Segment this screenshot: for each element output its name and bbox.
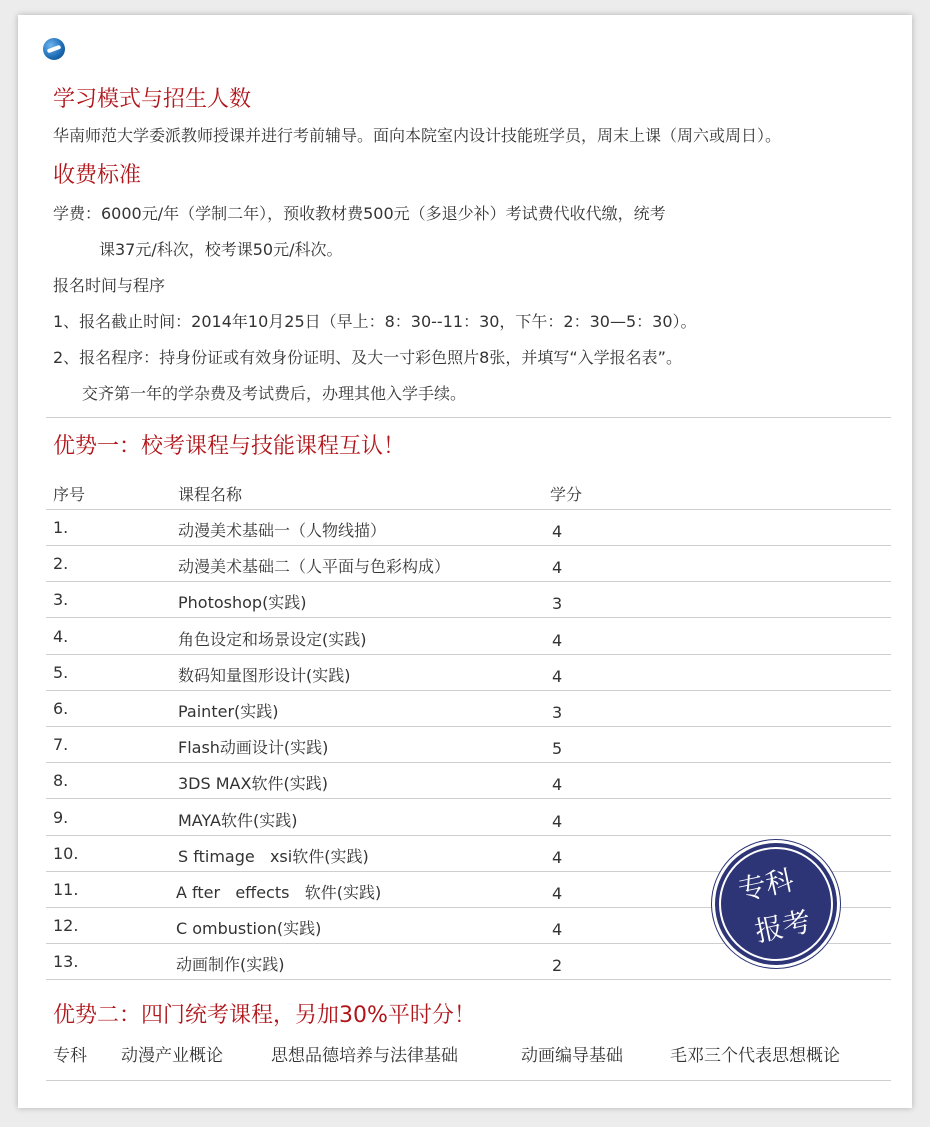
- table-row-course-name: 3DS MAX软件(实践): [178, 774, 328, 793]
- table-row-credit: 2: [552, 956, 563, 975]
- exam-course-4: 动画编导基础: [521, 1046, 623, 1066]
- table-row-divider: [46, 979, 891, 980]
- table-row-credit: 4: [552, 884, 563, 903]
- table-row-divider: [46, 581, 891, 582]
- table-row-divider: [46, 617, 891, 618]
- table-header-credit: 学分: [550, 485, 583, 504]
- table-row-course-name: A fter effects 软件(实践): [176, 883, 382, 902]
- table-row-divider: [46, 726, 891, 727]
- table-row-credit: 5: [552, 739, 563, 758]
- registration-heading: 报名时间与程序: [53, 276, 166, 295]
- exam-course-3: 思想品德培养与法律基础: [271, 1046, 458, 1066]
- table-row-number: 7.: [53, 735, 69, 754]
- exam-course-1: 专科: [53, 1046, 87, 1066]
- table-row-number: 6.: [53, 699, 69, 718]
- table-row-credit: 3: [552, 594, 563, 613]
- registration-item-2-continued: 交齐第一年的学杂费及考试费后，办理其他入学手续。: [82, 384, 467, 403]
- table-row-course-name: Painter(实践): [178, 702, 279, 721]
- table-row-divider: [46, 545, 891, 546]
- table-row-credit: 4: [552, 558, 563, 577]
- table-row-number: 8.: [53, 771, 69, 790]
- table-row-credit: 4: [552, 920, 563, 939]
- table-row-course-name: MAYA软件(实践): [178, 811, 298, 830]
- section-title-advantage-2: 优势二：四门统考课程，另加30%平时分！: [53, 1003, 476, 1028]
- table-row-course-name: Flash动画设计(实践): [178, 738, 329, 757]
- table-row-divider: [46, 762, 891, 763]
- table-row-number: 11.: [53, 880, 79, 899]
- section-title-fees: 收费标准: [53, 163, 142, 188]
- registration-item-2: 2、报名程序：持身份证或有效身份证明、及大一寸彩色照片8张，并填写“入学报名表”。: [53, 348, 682, 367]
- divider: [46, 1080, 891, 1081]
- table-row-divider: [46, 798, 891, 799]
- table-row-number: 12.: [53, 916, 79, 935]
- study-mode-description: 华南师范大学委派教师授课并进行考前辅导。面向本院室内设计技能班学员，周末上课（周六或周日）。: [53, 126, 782, 145]
- table-row-credit: 4: [552, 775, 563, 794]
- table-row-number: 13.: [53, 952, 79, 971]
- seal-text-line-1: 专科: [735, 863, 797, 908]
- table-row-course-name: 数码知量图形设计(实践): [178, 666, 351, 685]
- table-row-credit: 4: [552, 812, 563, 831]
- globe-logo-icon: [43, 38, 65, 60]
- table-row-number: 5.: [53, 663, 69, 682]
- table-row-divider: [46, 654, 891, 655]
- table-row-course-name: C ombustion(实践): [176, 919, 322, 938]
- table-row-number: 2.: [53, 554, 69, 573]
- table-row-credit: 4: [552, 522, 563, 541]
- table-row-number: 3.: [53, 590, 69, 609]
- table-header-course: 课程名称: [178, 485, 243, 504]
- table-row-course-name: 动画制作(实践): [176, 955, 285, 974]
- section-title-advantage-1: 优势一：校考课程与技能课程互认！: [53, 434, 406, 459]
- section-title-study-mode: 学习模式与招生人数: [53, 87, 252, 112]
- table-row-credit: 3: [552, 703, 563, 722]
- exam-course-5: 毛邓三个代表思想概论: [670, 1046, 840, 1066]
- table-header-no: 序号: [53, 485, 86, 504]
- table-row-divider: [46, 690, 891, 691]
- divider: [46, 417, 891, 418]
- table-row-course-name: 动漫美术基础一（人物线描）: [178, 521, 387, 540]
- table-row-credit: 4: [552, 667, 563, 686]
- fee-line-1: 学费：6000元/年（学制二年），预收教材费500元（多退少补）考试费代收代缴，统考: [53, 204, 666, 223]
- table-row-course-name: S ftimage xsi软件(实践): [178, 847, 369, 866]
- table-row-number: 10.: [53, 844, 79, 863]
- table-row-number: 9.: [53, 808, 69, 827]
- table-row-course-name: 动漫美术基础二（人平面与色彩构成）: [178, 557, 451, 576]
- table-row-number: 1.: [53, 518, 69, 537]
- seal-text-line-2: 报考: [752, 904, 814, 949]
- registration-item-1: 1、报名截止时间：2014年10月25日（早上：8：30--11：30，下午：2：30—5：30）。: [53, 312, 697, 331]
- fee-line-2: 课37元/科次，校考课50元/科次。: [99, 240, 343, 259]
- table-row-divider: [46, 835, 891, 836]
- table-row-credit: 4: [552, 631, 563, 650]
- table-row-divider: [46, 509, 891, 510]
- table-row-course-name: Photoshop(实践): [178, 593, 307, 612]
- table-row-course-name: 角色设定和场景设定(实践): [178, 630, 367, 649]
- exam-course-2: 动漫产业概论: [121, 1046, 223, 1066]
- table-row-credit: 4: [552, 848, 563, 867]
- table-row-number: 4.: [53, 627, 69, 646]
